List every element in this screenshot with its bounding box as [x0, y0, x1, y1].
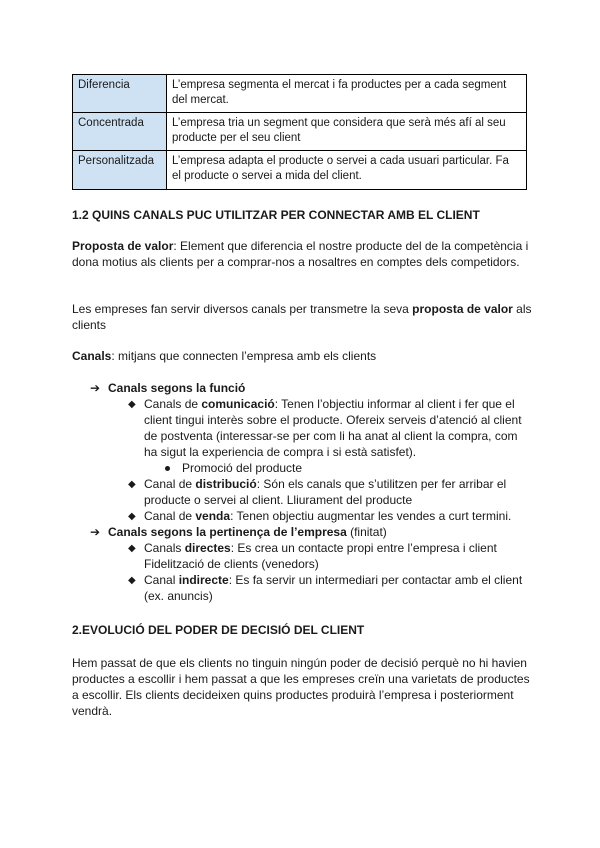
channels-definition: : mitjans que connecten l’empresa amb els clients: [111, 349, 377, 363]
list-item-prefix: Canal de: [144, 477, 196, 491]
list-item-text: : Són els canals que s’utilitzen per fer arribar el producte o servei al client. Lliurament del producte: [144, 477, 507, 507]
channels-intro-text: Les empreses fan servir diversos canals per transmetre la seva: [72, 302, 413, 316]
arrow-icon: ➔: [90, 525, 101, 539]
value-proposition-definition: : Element que diferencia el nostre producte del de la competència i dona motius als clients per a comprar-nos a nosaltres en comptes dels competidors.: [72, 239, 529, 269]
table-cell-label: Diferencia: [73, 75, 167, 113]
list-item-bold: venda: [195, 509, 231, 523]
channels-intro-tail: als clients: [72, 302, 532, 332]
list-item-bold: comunicació: [201, 397, 275, 411]
table-row: [73, 113, 527, 151]
evolution-paragraph: Hem passat de que els clients no tinguin ningún poder de decisió perquè no hi havien productes a escollir i hem passat a que les empreses creïn una varietats de productes a escollir. Els clients decideixen quins productes produirà l’empresa i posteriorment vendrà.: [72, 656, 530, 718]
value-proposition-paragraph: [72, 238, 532, 270]
list-item-bold: directes: [184, 541, 231, 555]
segmentation-table: [72, 74, 527, 190]
diamond-icon: ◆: [128, 479, 136, 490]
list-item-bold: indirecte: [178, 573, 229, 587]
channels-intro-bold: proposta de valor: [412, 302, 513, 316]
table-row: [73, 151, 527, 190]
list-item-text: : Es crea un contacte propi entre l’empresa i client Fidelització de clients (venedors): [144, 541, 497, 571]
list-item-bold: distribució: [195, 477, 257, 491]
list-item-prefix: Canal de: [144, 509, 196, 523]
list-group-label: Canals segons la funció: [108, 381, 246, 395]
diamond-icon: ◆: [128, 575, 136, 586]
list-group-function: [108, 380, 528, 396]
sub-list-item: Promoció del producte: [182, 461, 303, 475]
list-group-label: Canals segons la pertinença de l’empresa: [108, 525, 347, 539]
section-heading-channels: 1.2 QUINS CANALS PUC UTILITZAR PER CONNECTAR AMB EL CLIENT: [72, 208, 480, 222]
table-cell-label: Personalitzada: [73, 151, 167, 190]
list-item: [144, 540, 514, 572]
bullet-icon: [165, 466, 170, 471]
channels-term: Canals: [72, 349, 112, 363]
list-item: [144, 572, 534, 604]
list-group-suffix: (finitat): [346, 525, 387, 539]
diamond-icon: ◆: [128, 511, 136, 522]
table-cell-label: Concentrada: [73, 113, 167, 151]
diamond-icon: ◆: [128, 543, 136, 554]
list-item-prefix: Canal: [144, 573, 179, 587]
list-item-text: : Tenen objectiu augmentar les vendes a curt termini.: [230, 509, 512, 523]
list-item: [144, 508, 532, 524]
table-row: [73, 75, 527, 113]
diamond-icon: ◆: [128, 399, 136, 410]
channels-definition-paragraph: [72, 348, 532, 364]
list-item-prefix: Canals de: [144, 397, 202, 411]
list-item: [144, 476, 532, 508]
arrow-icon: ➔: [90, 381, 101, 395]
table-cell-text: L’empresa segmenta el mercat i fa productes per a cada segment del mercat.: [167, 75, 527, 113]
list-item-text: : Es fa servir un intermediari per contactar amb el client (ex. anuncis): [144, 573, 523, 603]
list-item-text: : Tenen l’objectiu informar al client i fer que el client tingui interès sobre el producte. Ofereix serveis d’atenció al client de postventa (interessar-se per com li ha anat al client la compra, com ha sigut la experiencia de compra i si està satisfet).: [144, 397, 522, 459]
channels-intro-paragraph: [72, 301, 532, 333]
table-cell-text: L’empresa adapta el producte o servei a cada usuari particular. Fa el producte o servei a mida del client.: [167, 151, 527, 190]
value-proposition-term: Proposta de valor: [72, 239, 174, 253]
section-heading-evolution: 2.EVOLUCIÓ DEL PODER DE DECISIÓ DEL CLIENT: [72, 623, 365, 637]
list-item: [144, 396, 532, 460]
table-cell-text: L’empresa tria un segment que considera que serà més afí al seu producte per el seu client: [167, 113, 527, 151]
list-group-ownership: [108, 524, 528, 540]
list-item-prefix: Canals: [144, 541, 185, 555]
